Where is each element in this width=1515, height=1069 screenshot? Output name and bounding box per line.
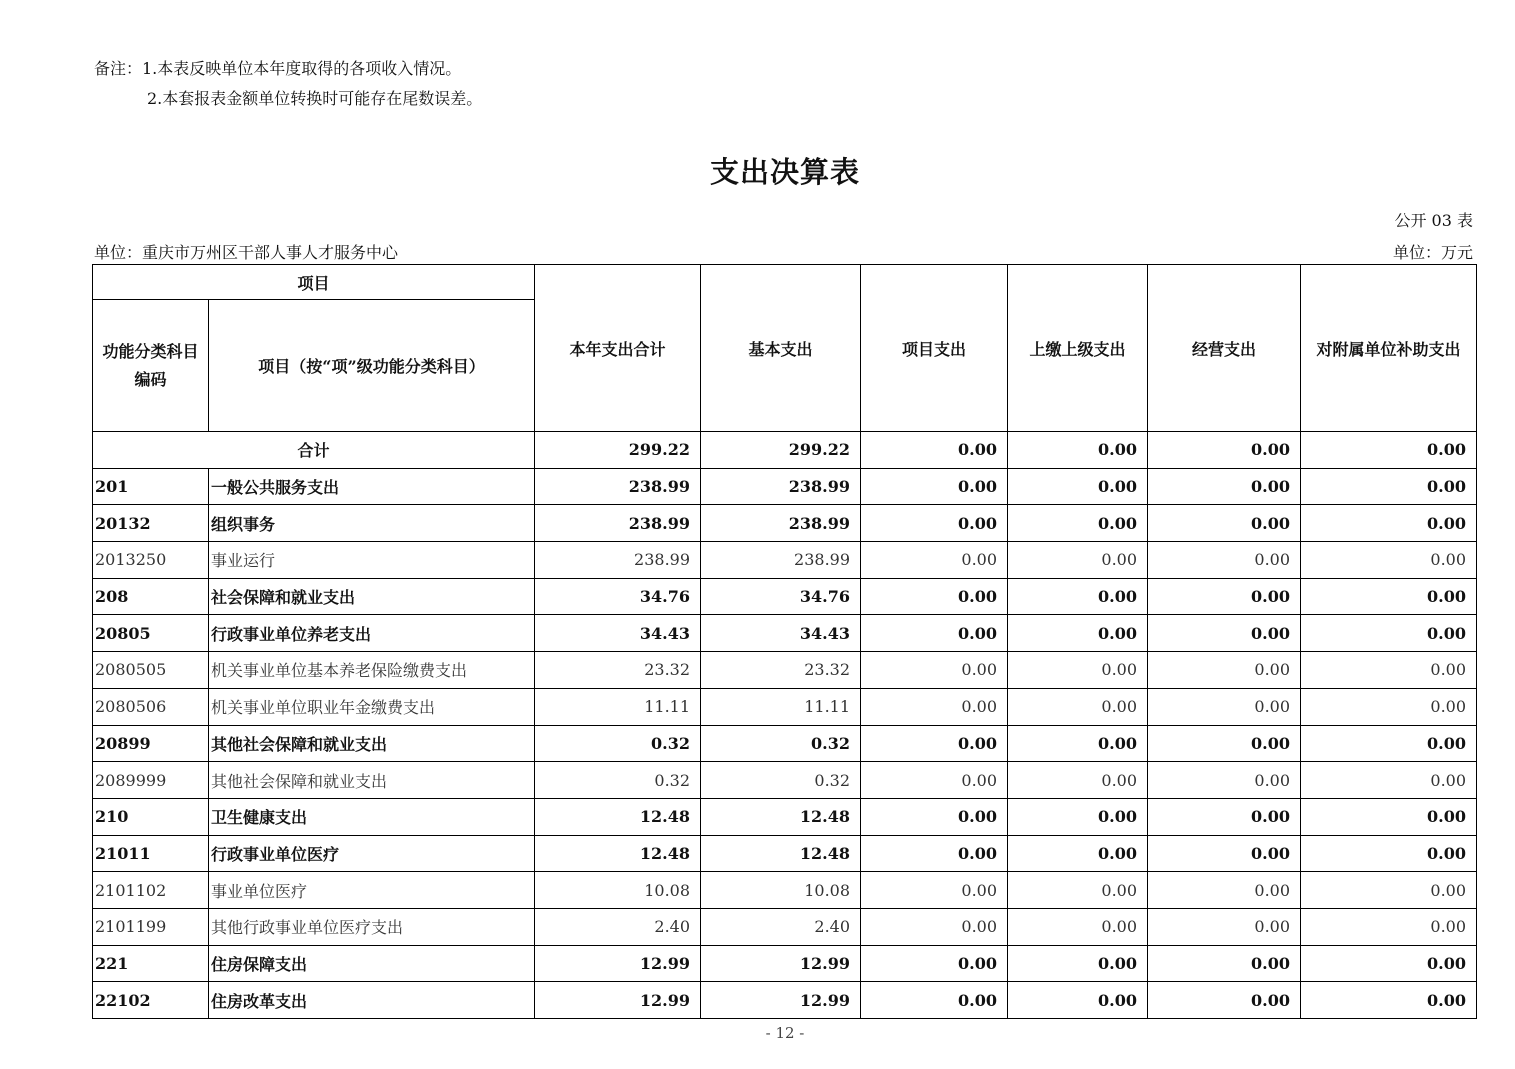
note-line-2: 2.本套报表金额单位转换时可能存在尾数误差。	[147, 89, 483, 108]
table-row	[93, 982, 1477, 1019]
row-value: 23.32	[535, 652, 701, 689]
row-value: 0.00	[1148, 652, 1301, 689]
table-row	[93, 578, 1477, 615]
row-value: 0.32	[701, 725, 861, 762]
total-cell: 0.00	[861, 432, 1008, 469]
row-value: 0.00	[1301, 725, 1477, 762]
row-name: 其他社会保障和就业支出	[209, 762, 535, 799]
row-code: 208	[93, 578, 209, 615]
row-name: 卫生健康支出	[209, 798, 535, 835]
total-cell: 299.22	[701, 432, 861, 469]
row-value: 238.99	[535, 468, 701, 505]
row-value: 0.00	[1008, 835, 1148, 872]
table-row	[93, 872, 1477, 909]
row-value: 12.48	[701, 835, 861, 872]
total-label: 合计	[93, 432, 535, 469]
total-cell: 0.00	[1301, 432, 1477, 469]
row-value: 11.11	[701, 688, 861, 725]
row-value: 0.00	[1008, 542, 1148, 579]
row-value: 238.99	[701, 468, 861, 505]
table-row	[93, 652, 1477, 689]
header-upper: 上缴上级支出	[1008, 265, 1148, 432]
row-value: 0.00	[1301, 982, 1477, 1019]
row-value: 0.00	[1008, 945, 1148, 982]
row-value: 0.00	[1301, 688, 1477, 725]
table-row	[93, 688, 1477, 725]
note-line-1: 备注：1.本表反映单位本年度取得的各项收入情况。	[94, 59, 462, 78]
row-value: 0.00	[1008, 652, 1148, 689]
total-cell: 0.00	[1148, 432, 1301, 469]
total-cell: 0.00	[1008, 432, 1148, 469]
row-value: 0.00	[1301, 615, 1477, 652]
total-cell: 299.22	[535, 432, 701, 469]
table-row	[93, 908, 1477, 945]
unit-organization: 单位：重庆市万州区干部人事人才服务中心	[94, 243, 399, 262]
row-name: 机关事业单位基本养老保险缴费支出	[209, 652, 535, 689]
row-value: 0.00	[1301, 578, 1477, 615]
row-value: 0.00	[1008, 505, 1148, 542]
row-code: 20805	[93, 615, 209, 652]
row-name: 其他社会保障和就业支出	[209, 725, 535, 762]
header-total: 本年支出合计	[535, 265, 701, 432]
row-value: 12.99	[701, 982, 861, 1019]
row-value: 238.99	[535, 505, 701, 542]
row-name: 事业运行	[209, 542, 535, 579]
table-row	[93, 505, 1477, 542]
unit-currency: 单位：万元	[1392, 243, 1473, 262]
row-code: 22102	[93, 982, 209, 1019]
row-value: 0.00	[1301, 762, 1477, 799]
page-number: - 12 -	[765, 1024, 805, 1042]
row-value: 12.99	[535, 982, 701, 1019]
row-value: 10.08	[535, 872, 701, 909]
table-row	[93, 542, 1477, 579]
row-name: 社会保障和就业支出	[209, 578, 535, 615]
row-name: 行政事业单位医疗	[209, 835, 535, 872]
row-value: 10.08	[701, 872, 861, 909]
row-value: 0.00	[861, 982, 1008, 1019]
row-value: 0.00	[861, 725, 1008, 762]
row-value: 0.00	[1148, 542, 1301, 579]
row-value: 0.00	[1301, 945, 1477, 982]
row-value: 0.32	[535, 762, 701, 799]
row-value: 23.32	[701, 652, 861, 689]
row-value: 0.00	[1148, 835, 1301, 872]
row-value: 0.00	[1148, 945, 1301, 982]
row-value: 0.00	[861, 615, 1008, 652]
row-value: 0.00	[1008, 982, 1148, 1019]
row-value: 34.43	[535, 615, 701, 652]
row-value: 0.00	[1008, 908, 1148, 945]
row-code: 221	[93, 945, 209, 982]
expenditure-table	[92, 264, 1477, 1019]
row-value: 0.00	[1301, 468, 1477, 505]
row-code: 201	[93, 468, 209, 505]
row-code: 20132	[93, 505, 209, 542]
row-value: 0.00	[1008, 615, 1148, 652]
row-name: 住房改革支出	[209, 982, 535, 1019]
row-code: 210	[93, 798, 209, 835]
row-value: 0.00	[1008, 468, 1148, 505]
row-value: 0.00	[1301, 835, 1477, 872]
row-value: 0.00	[1301, 798, 1477, 835]
table-row	[93, 468, 1477, 505]
row-code: 2013250	[93, 542, 209, 579]
row-name: 事业单位医疗	[209, 872, 535, 909]
table-number: 公开 03 表	[1394, 211, 1473, 230]
row-value: 0.00	[1301, 505, 1477, 542]
row-value: 0.00	[861, 578, 1008, 615]
row-value: 0.00	[1148, 908, 1301, 945]
row-value: 0.00	[861, 872, 1008, 909]
row-name: 组织事务	[209, 505, 535, 542]
row-value: 34.76	[535, 578, 701, 615]
row-value: 0.00	[861, 688, 1008, 725]
table-row	[93, 762, 1477, 799]
row-value: 0.00	[1301, 872, 1477, 909]
row-value: 12.48	[701, 798, 861, 835]
header-name: 项目（按“项”级功能分类科目）	[209, 300, 535, 432]
row-value: 0.00	[861, 945, 1008, 982]
row-code: 2101199	[93, 908, 209, 945]
row-value: 34.76	[701, 578, 861, 615]
row-code: 2080506	[93, 688, 209, 725]
row-name: 一般公共服务支出	[209, 468, 535, 505]
row-value: 12.99	[701, 945, 861, 982]
row-value: 0.00	[1008, 725, 1148, 762]
row-code: 2080505	[93, 652, 209, 689]
header-project-expenditure: 项目支出	[861, 265, 1008, 432]
row-value: 12.48	[535, 798, 701, 835]
row-value: 238.99	[701, 505, 861, 542]
total-row	[93, 432, 1477, 469]
row-value: 0.00	[1008, 798, 1148, 835]
row-name: 住房保障支出	[209, 945, 535, 982]
row-value: 0.00	[1148, 505, 1301, 542]
row-value: 0.00	[1301, 542, 1477, 579]
row-value: 0.00	[1008, 762, 1148, 799]
row-value: 2.40	[701, 908, 861, 945]
row-value: 0.00	[1148, 982, 1301, 1019]
row-value: 0.00	[1148, 798, 1301, 835]
row-value: 12.48	[535, 835, 701, 872]
row-value: 0.00	[861, 542, 1008, 579]
row-value: 34.43	[701, 615, 861, 652]
row-code: 2101102	[93, 872, 209, 909]
row-value: 0.00	[861, 908, 1008, 945]
row-value: 0.00	[1148, 872, 1301, 909]
row-value: 0.00	[1008, 688, 1148, 725]
row-value: 238.99	[535, 542, 701, 579]
header-basic: 基本支出	[701, 265, 861, 432]
header-project: 项目	[93, 265, 535, 300]
row-value: 0.32	[535, 725, 701, 762]
row-value: 0.00	[1148, 762, 1301, 799]
header-subsidy: 对附属单位补助支出	[1301, 265, 1477, 432]
row-value: 0.00	[861, 468, 1008, 505]
table-row	[93, 798, 1477, 835]
row-value: 0.00	[861, 505, 1008, 542]
row-name: 其他行政事业单位医疗支出	[209, 908, 535, 945]
row-value: 0.32	[701, 762, 861, 799]
row-value: 2.40	[535, 908, 701, 945]
row-name: 行政事业单位养老支出	[209, 615, 535, 652]
row-value: 0.00	[1148, 688, 1301, 725]
table-row	[93, 615, 1477, 652]
row-value: 0.00	[1148, 578, 1301, 615]
header-code: 功能分类科目编码	[93, 300, 209, 432]
row-value: 0.00	[861, 835, 1008, 872]
row-value: 0.00	[1008, 872, 1148, 909]
row-value: 0.00	[861, 652, 1008, 689]
table-row	[93, 835, 1477, 872]
row-value: 0.00	[1148, 725, 1301, 762]
row-code: 21011	[93, 835, 209, 872]
row-code: 2089999	[93, 762, 209, 799]
row-value: 0.00	[1008, 578, 1148, 615]
row-value: 0.00	[861, 762, 1008, 799]
table-row	[93, 945, 1477, 982]
row-value: 0.00	[861, 798, 1008, 835]
page-title: 支出决算表	[709, 155, 860, 189]
header-business: 经营支出	[1148, 265, 1301, 432]
row-value: 0.00	[1148, 615, 1301, 652]
row-value: 12.99	[535, 945, 701, 982]
row-value: 0.00	[1301, 652, 1477, 689]
row-code: 20899	[93, 725, 209, 762]
row-value: 0.00	[1301, 908, 1477, 945]
row-name: 机关事业单位职业年金缴费支出	[209, 688, 535, 725]
row-value: 0.00	[1148, 468, 1301, 505]
table-row	[93, 725, 1477, 762]
row-value: 238.99	[701, 542, 861, 579]
row-value: 11.11	[535, 688, 701, 725]
